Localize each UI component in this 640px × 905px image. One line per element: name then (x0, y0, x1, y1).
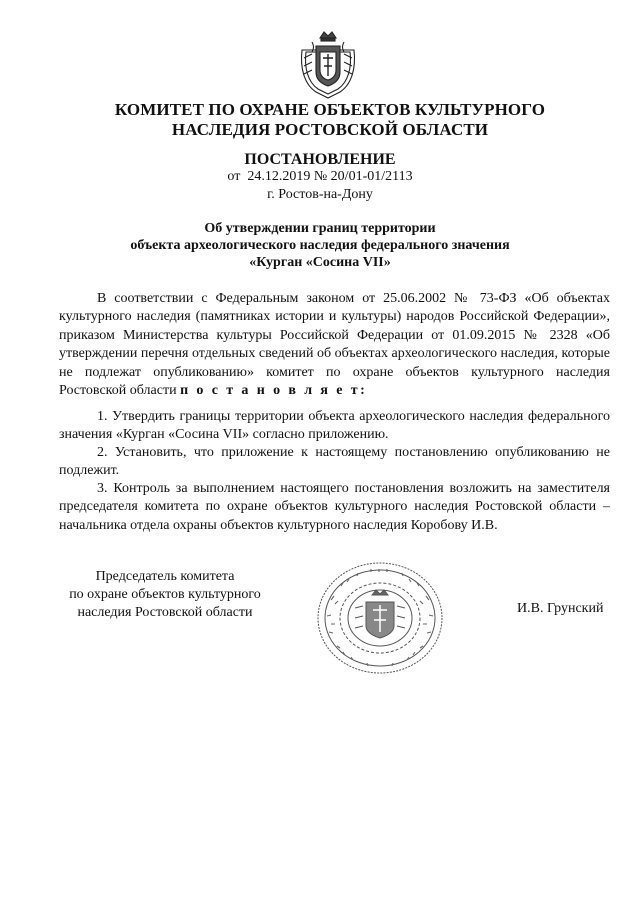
org-line-1: КОМИТЕТ ПО ОХРАНЕ ОБЪЕКТОВ КУЛЬТУРНОГО (114, 100, 546, 119)
item-2: 2. Установить, что приложение к настоящему постановлению опубликованию не подлежит. (59, 445, 610, 479)
document-type: ПОСТАНОВЛЕНИЕ (244, 151, 396, 168)
signer-position (50, 568, 280, 622)
preamble-paragraph (59, 290, 610, 400)
organization-name (60, 100, 600, 140)
resolves-word: п о с т а н о в л я е т: (180, 383, 368, 399)
title-line-2: объекта археологического наследия федерального значения (130, 238, 510, 253)
coat-of-arms-icon (298, 28, 358, 100)
title-line-3: «Курган «Сосина VII» (249, 255, 391, 270)
title-line-1: Об утверждении границ территории (204, 221, 436, 236)
item-3: 3. Контроль за выполнением настоящего постановления возложить на заместителя председателя комитета по охране объектов культурного наследия Ростовской области – начальника отдела охраны объектов культурного наследия Коробову И.В. (59, 481, 610, 533)
signer-name: И.В. Грунский (517, 601, 604, 616)
decree-date-number: от 24.12.2019 № 20/01-01/2113 (227, 169, 413, 184)
official-seal-icon (315, 560, 445, 676)
signer-position-line-3: наследия Ростовской области (77, 605, 253, 620)
item-1: 1. Утвердить границы территории объекта археологического наследия федерального значения «Курган «Сосина VII» согласно приложению. (59, 409, 610, 443)
decree-title (60, 220, 580, 271)
org-line-2: НАСЛЕДИЯ РОСТОВСКОЙ ОБЛАСТИ (171, 120, 489, 139)
preamble-text: В соответствии с Федеральным законом от 25.06.2002 № 73-ФЗ «Об объектах культурного наследия (памятниках истории и культуры) народов Российской Федерации», приказом Министерства культуры Российской Федерации от 01.09.2015 № 2328 «Об утверждении перечня отдельных сведений об объектах археологического наследия, которые не подлежат опубликованию» комитет по охране объектов культурного наследия Ростовской области (59, 291, 610, 399)
signer-position-line-1: Председатель комитета (95, 569, 235, 584)
signer-position-line-2: по охране объектов культурного (69, 587, 261, 602)
decree-city: г. Ростов-на-Дону (267, 187, 373, 202)
